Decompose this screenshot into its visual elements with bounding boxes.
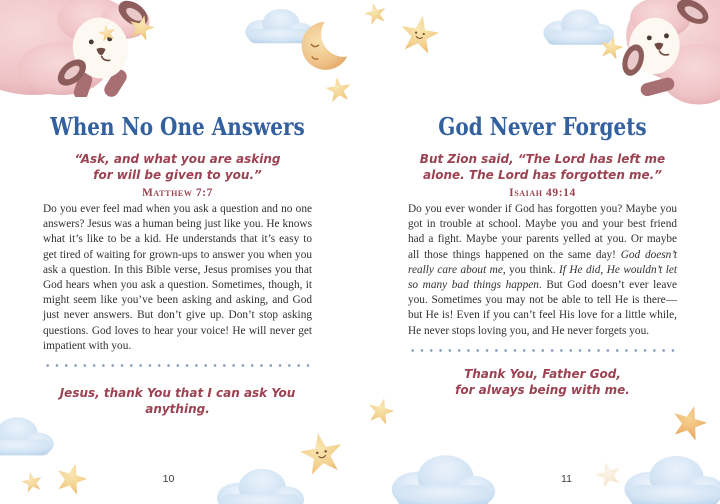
page-title-text: When No One Answers [50,112,305,142]
page-title [43,112,312,142]
prayer-line: Thank You, Father God, [464,367,621,381]
page-title [408,112,677,142]
verse-line: alone. The Lord has forgotten me.” [423,168,662,182]
star-icon [362,0,390,27]
page-number: 11 [561,473,572,485]
scripture-verse [43,151,312,201]
verse-line: for will be given to you.” [93,168,262,182]
verse-reference: Isaiah 49:14 [509,187,576,199]
prayer-line: Jesus, thank You that I can ask You anything. [59,386,296,416]
page-title-text: God Never Forgets [438,112,647,142]
verse-reference: Matthew 7:7 [141,187,214,199]
scripture-verse [408,151,677,201]
verse-line: “Ask, and what you are asking [74,152,281,166]
devotional-body: Do you ever feel mad when you ask a question and no one answers? Jesus was a human being just like you. He knows what it’s like to be a kid. He understands that it’s easy to get tired of waiting for grown-ups to answer you when you ask a question. In this Bible verse, Jesus promises you that God hears when you ask a question. Sometimes, though, it might seem like you’ve been asking and asking, and God just never answers. But don’t give up. Don’t stop asking questions. God loves to hear your voice! He will never get impatient with you. [43,203,312,352]
prayer-line: for always being with me. [455,382,630,397]
verse-line: But Zion said, “The Lord has left me [419,152,666,166]
star-icon [364,394,398,428]
page-right [408,0,677,504]
page-left [43,0,312,504]
page-number: 10 [162,473,175,485]
devotional-body: Do you ever wonder if God has forgotten you? Maybe you got in trouble at school. Maybe you and your best friend had a fight. Maybe your parents yelled at you. Or maybe all those things happened on the same day! God doesn’t really care about me, you think. If He did, He wouldn’t let so many bad things happen. But God doesn’t ever leave you. Sometimes you may not be able to tell He is there—but He is! Even if you can’t feel His love for a little while, He never stops loving you, and He never forgets you. [408,203,677,337]
prayer-text [43,386,312,417]
dotted-divider [408,348,677,353]
prayer-text [408,367,677,398]
dotted-divider [43,363,312,368]
star-icon [323,74,353,104]
